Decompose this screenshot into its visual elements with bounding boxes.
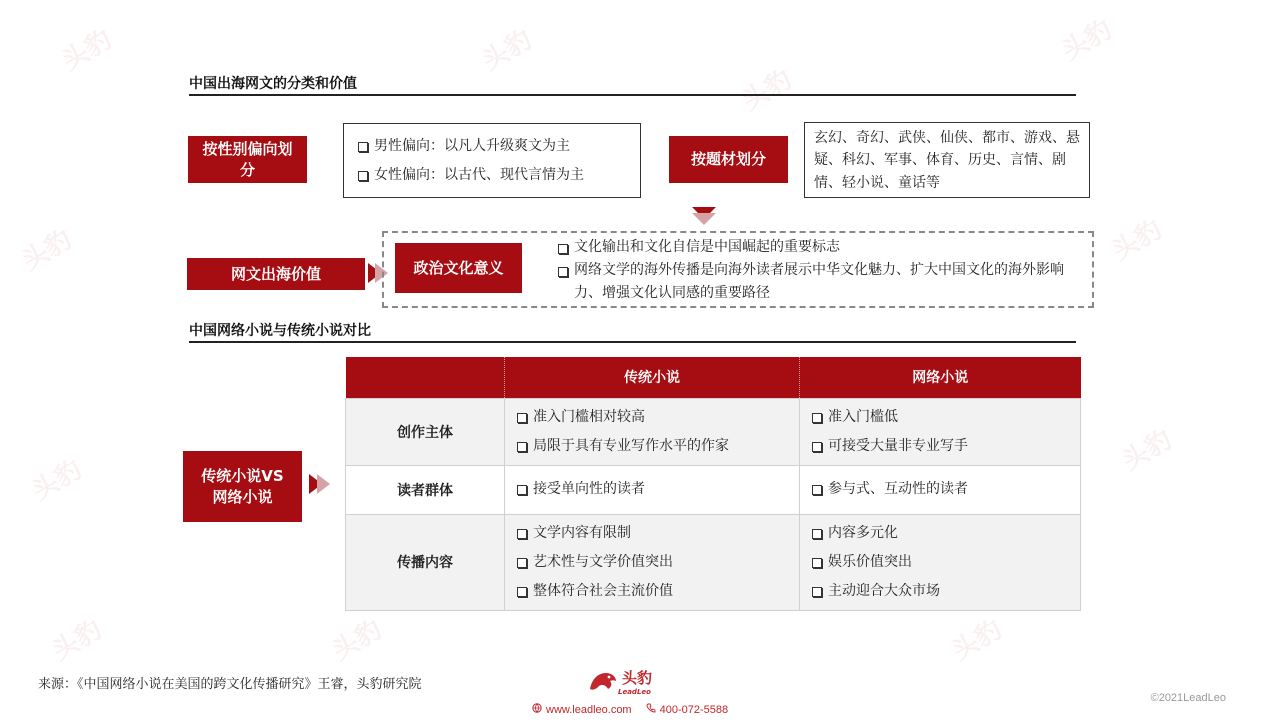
gender-items-box <box>343 123 641 198</box>
table-row <box>346 465 1081 514</box>
table-cell <box>505 465 800 514</box>
website-link[interactable]: www.leadleo.com <box>546 703 632 716</box>
watermark: 头豹 <box>47 614 108 667</box>
list-item: 文学内容有限制 <box>515 519 789 548</box>
section-divider <box>189 94 1076 96</box>
list-item: 接受单向性的读者 <box>515 475 789 504</box>
logo-name: 头豹 <box>622 669 653 687</box>
comparison-table <box>345 357 1081 611</box>
watermark: 头豹 <box>477 24 538 77</box>
watermark: 头豹 <box>1117 424 1178 477</box>
list-item: 娱乐价值突出 <box>810 548 1070 577</box>
table-header-row <box>346 357 1081 398</box>
logo-sub: LeadLeo <box>618 688 651 696</box>
comparison-label-text: 传统小说VS网络小说 <box>201 467 284 506</box>
list-item: 整体符合社会主流价值 <box>515 577 789 606</box>
watermark: 头豹 <box>1107 214 1168 267</box>
table-header-cell: 网络小说 <box>800 357 1081 398</box>
gender-category-label <box>188 136 307 183</box>
section-title-classification: 中国出海网文的分类和价值 <box>189 76 357 92</box>
gender-category-text: 按性别偏向划分 <box>202 140 293 179</box>
list-item: 局限于具有专业写作水平的作家 <box>515 432 789 461</box>
list-item: 主动迎合大众市场 <box>810 577 1070 606</box>
table-cell <box>505 398 800 465</box>
phone-number: 400-072-5588 <box>659 703 729 716</box>
comparison-label <box>183 451 302 522</box>
contact-info <box>532 703 728 716</box>
list-item: 准入门槛相对较高 <box>515 403 789 432</box>
watermark: 头豹 <box>737 64 798 117</box>
topic-category-label: 按题材划分 <box>669 136 788 183</box>
globe-icon <box>532 703 542 716</box>
arrow-down-icon <box>692 213 716 225</box>
watermark: 头豹 <box>27 454 88 507</box>
row-label: 读者群体 <box>346 465 505 514</box>
brand-logo <box>588 668 652 696</box>
topic-items-box <box>804 122 1090 198</box>
copyright-text: ©2021LeadLeo <box>1150 692 1226 704</box>
value-item: 文化输出和文化自信是中国崛起的重要标志 <box>556 236 1084 259</box>
source-note: 来源：《中国网络小说在美国的跨文化传播研究》王睿，头豹研究院 <box>38 677 422 692</box>
phone-icon <box>646 703 656 716</box>
section-title-comparison: 中国网络小说与传统小说对比 <box>189 323 371 339</box>
value-label: 网文出海价值 <box>187 258 365 290</box>
political-cultural-label: 政治文化意义 <box>395 243 522 293</box>
table-cell <box>800 398 1081 465</box>
gender-item: 女性偏向：以古代、现代言情为主 <box>356 163 628 188</box>
watermark: 头豹 <box>327 614 388 667</box>
leopard-logo-icon <box>588 669 618 695</box>
table-header-cell <box>346 357 505 398</box>
value-items <box>556 236 1084 305</box>
table-row <box>346 398 1081 465</box>
table-row <box>346 514 1081 610</box>
list-item: 艺术性与文学价值突出 <box>515 548 789 577</box>
table-cell <box>800 465 1081 514</box>
watermark: 头豹 <box>947 614 1008 667</box>
watermark: 头豹 <box>1057 14 1118 67</box>
topic-genres: 玄幻、奇幻、武侠、仙侠、都市、游戏、悬疑、科幻、军事、体育、历史、言情、剧情、轻小说、童话等 <box>814 130 1080 191</box>
list-item: 参与式、互动性的读者 <box>810 475 1070 504</box>
watermark: 头豹 <box>17 224 78 277</box>
table-cell <box>800 514 1081 610</box>
table-header-cell: 传统小说 <box>505 357 800 398</box>
gender-item: 男性偏向：以凡人升级爽文为主 <box>356 134 628 159</box>
list-item: 可接受大量非专业写手 <box>810 432 1070 461</box>
section-divider <box>189 341 1076 343</box>
value-item: 网络文学的海外传播是向海外读者展示中华文化魅力、扩大中国文化的海外影响力、增强文化认同感的重要路径 <box>556 259 1084 305</box>
list-item: 准入门槛低 <box>810 403 1070 432</box>
row-label: 传播内容 <box>346 514 505 610</box>
list-item: 内容多元化 <box>810 519 1070 548</box>
row-label: 创作主体 <box>346 398 505 465</box>
watermark: 头豹 <box>57 24 118 77</box>
arrow-right-icon <box>317 474 330 494</box>
table-cell <box>505 514 800 610</box>
